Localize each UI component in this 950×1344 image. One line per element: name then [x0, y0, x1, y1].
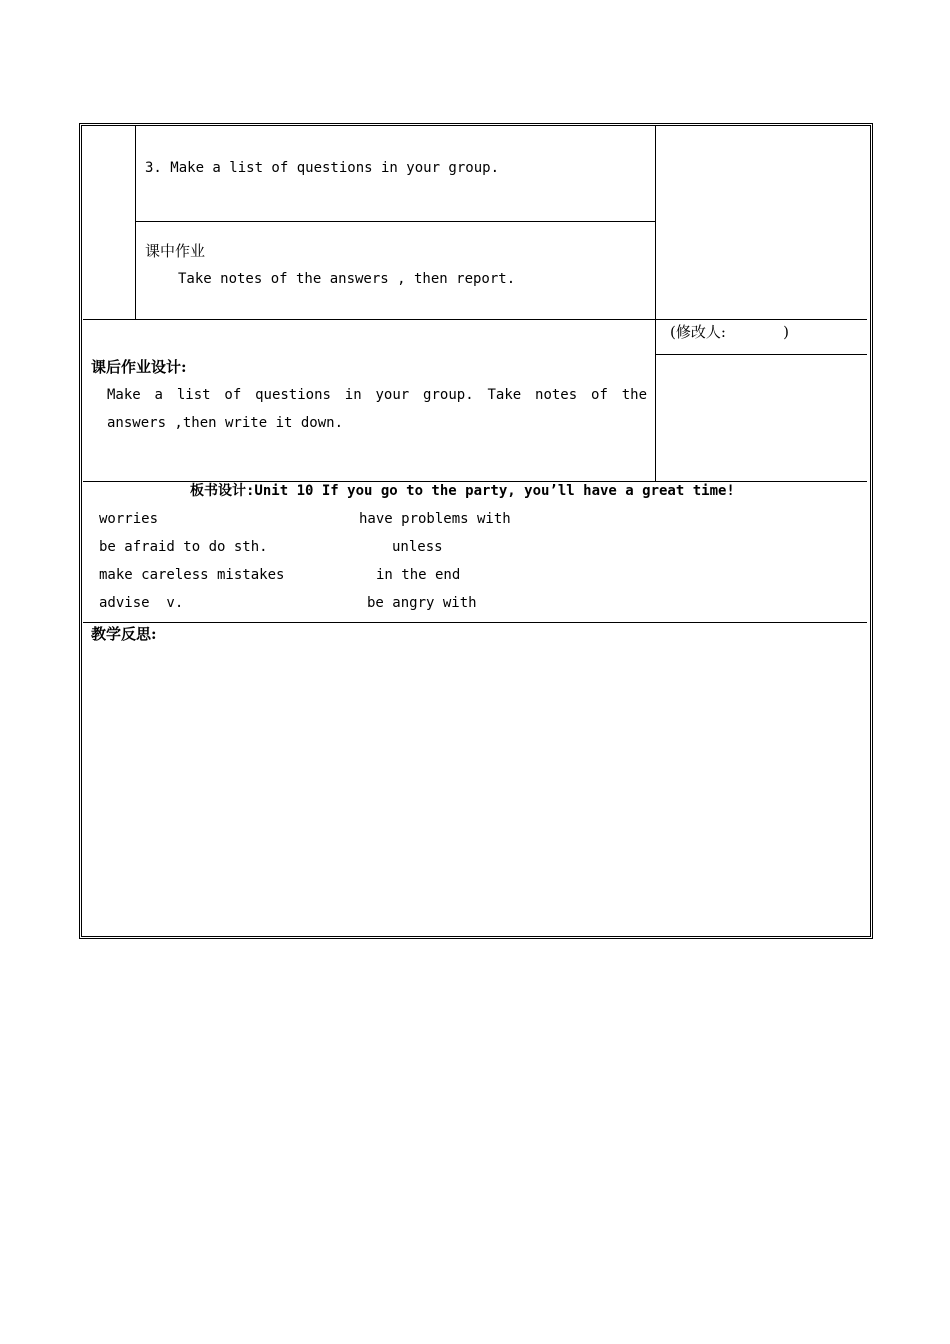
board-right-item: be angry with — [367, 595, 477, 611]
row-divider-step3 — [135, 221, 655, 222]
board-right-item: have problems with — [359, 511, 511, 527]
col-divider-left — [135, 125, 136, 320]
row-divider-homework — [83, 319, 867, 320]
board-left-item: make careless mistakes — [99, 567, 285, 583]
in-class-homework-title: 课中作业 — [145, 242, 206, 260]
row-divider-reflection — [83, 622, 867, 623]
in-class-homework-text: Take notes of the answers , then report. — [178, 271, 516, 287]
homework-title: 课后作业设计: — [91, 358, 187, 376]
reviser-label: (修改人: ) — [670, 323, 789, 341]
board-design-title: 板书设计:Unit 10 If you go to the party, you’ll have a great time! — [190, 483, 735, 499]
board-left-item: advise v. — [99, 595, 184, 611]
board-left-item: worries — [99, 511, 159, 527]
row-divider-reviser — [655, 354, 867, 355]
board-left-item: be afraid to do sth. — [99, 539, 268, 555]
homework-text: Make a list of questions in your group. Take notes of the answers ,then write it down. — [107, 387, 647, 431]
col-divider-right — [655, 125, 656, 481]
step3-text: 3. Make a list of questions in your group. — [145, 160, 500, 176]
board-right-item: unless — [392, 539, 443, 555]
reflection-title: 教学反思: — [91, 625, 157, 643]
board-right-item: in the end — [376, 567, 461, 583]
